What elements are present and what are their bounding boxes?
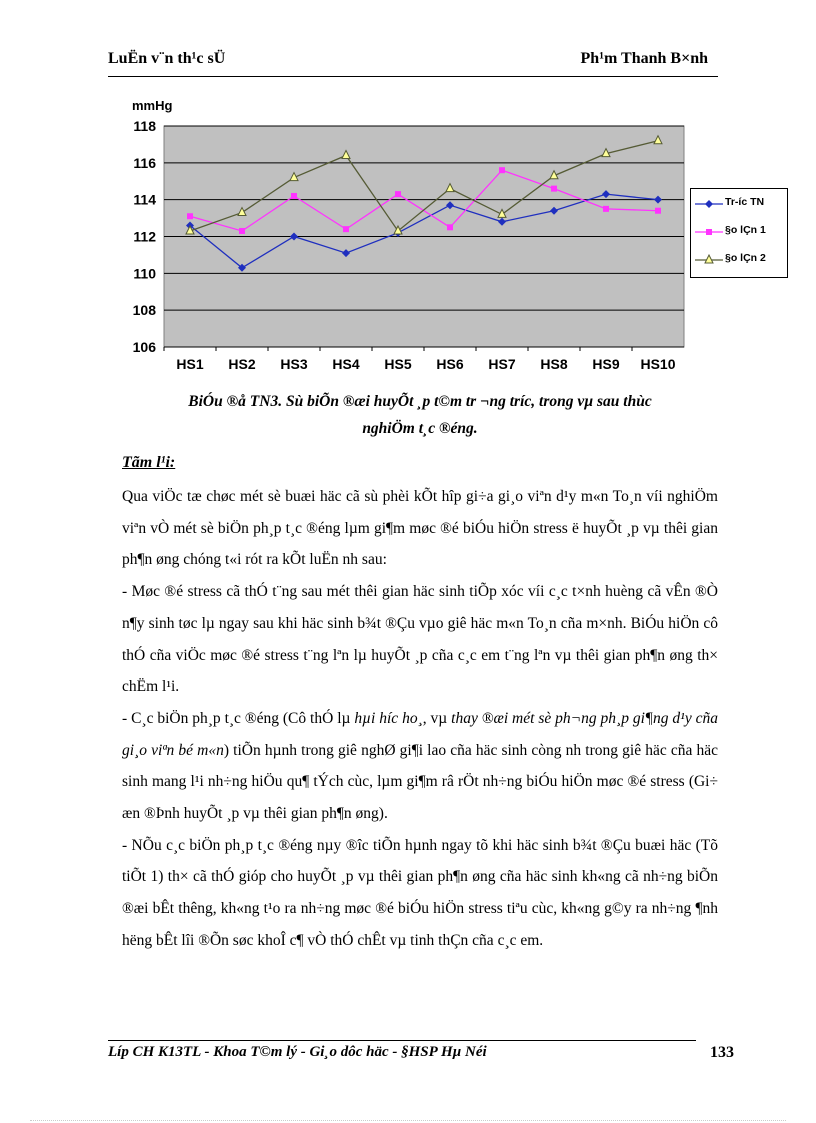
legend-marker-triangle-icon — [695, 254, 723, 266]
body-text — [122, 481, 718, 957]
x-tick-label: HS7 — [488, 356, 516, 372]
x-tick-label: HS1 — [176, 356, 204, 372]
data-point-square — [655, 208, 661, 214]
paragraph-2: - Møc ®é stress cã thÓ t¨ng sau mét thêi gian häc sinh tiÕp xóc víi c¸c t×nh huèng cã vÊn ®Ò n¶y sinh tøc lµ ngay sau khi häc sinh b¾t ®Çu vµo giê häc m«n To¸n cña m×nh. BiÓu hiÖn cô thÓ cña viÖc møc ®é stress t¨ng lªn lµ huyÕt ¸p cña c¸c em t¨ng lªn vµ thêi gian ph¶n øng th× chËm l¹i. — [122, 583, 718, 696]
legend-label: §o lÇn 2 — [725, 252, 766, 264]
data-point-square — [239, 228, 245, 234]
x-tick-label: HS6 — [436, 356, 464, 372]
x-tick-label: HS3 — [280, 356, 308, 372]
data-point-square — [343, 226, 349, 232]
footer-left: Líp CH K13TL - Khoa T©m lý - Gi¸o dôc häc - §HSP Hµ Néi — [108, 1044, 487, 1060]
paragraph-1: Qua viÖc tæ chøc mét sè buæi häc cã sù phèi kÕt hîp gi÷a gi¸o viªn d¹y m«n To¸n víi nghiÖm viªn vÒ mét sè biÖn ph¸p t¸c ®éng lµm gi¶m møc ®é biÓu hiÖn stress ë huyÕt ¸p vµ thêi gian ph¶n øng chóng t«i rót ra kÕt luËn nh sau: — [122, 488, 718, 569]
x-tick-label: HS5 — [384, 356, 412, 372]
paragraph-3 — [122, 703, 718, 830]
page-number: 133 — [710, 1044, 734, 1061]
y-tick-label: 112 — [133, 228, 156, 245]
page-edge-dotted-line — [30, 1120, 786, 1121]
legend-label: §o lÇn 1 — [725, 224, 766, 236]
data-point-square — [551, 186, 557, 192]
data-point-square — [499, 167, 505, 173]
x-tick-label: HS10 — [640, 356, 676, 372]
data-point-square — [447, 224, 453, 230]
y-tick-label: 114 — [133, 191, 156, 208]
paragraph-3-italic-2: thay ®æi mét sè ph¬ng ph¸p gi¶ng d¹y cña gi¸o viªn bé m«n — [122, 709, 718, 759]
section-title: Tãm l¹i: — [122, 454, 176, 471]
y-tick-label: 116 — [133, 154, 156, 171]
legend-label: Tr-íc TN — [725, 196, 765, 208]
x-tick-label: HS8 — [540, 356, 568, 372]
paragraph-3-part-c: ) tiÕn hµnh trong giê nghØ gi¶i lao cña häc sinh còng nh trong giê häc cña häc sinh mang l¹i nh÷ng hiÖu qu¶ tÝch cùc, lµm gi¶m râ rÖt nh÷ng biÓu hiÖn møc ®é stress (Gi÷ æn ®Þnh huyÕt ¸p vµ thêi gian ph¶n øng). — [122, 741, 718, 823]
x-tick-label: HS9 — [592, 356, 620, 372]
legend-marker-diamond-icon — [695, 198, 723, 210]
data-point-square — [603, 206, 609, 212]
footer-rule — [108, 1040, 696, 1041]
data-point-square — [395, 191, 401, 197]
y-tick-label: 108 — [132, 302, 156, 319]
paragraph-3-part-b: , vµ — [422, 709, 452, 727]
header-left: LuËn v¨n th¹c sÜ — [108, 50, 226, 67]
x-tick-label: HS2 — [228, 356, 256, 372]
x-tick-label: HS4 — [332, 356, 360, 372]
header-right: Ph¹m Thanh B×nh — [580, 50, 708, 67]
y-tick-label: 118 — [133, 118, 156, 134]
caption-line-1: BiÓu ®å TN3. Sù biÕn ®æi huyÕt ¸p t©m tr ¬ng tríc, trong vµ sau thùc — [188, 393, 652, 410]
legend-marker-square-icon — [695, 226, 723, 238]
paragraph-4: - NÕu c¸c biÖn ph¸p t¸c ®éng nµy ®îc tiÕn hµnh ngay tõ khi häc sinh b¾t ®Çu buæi häc (Tõ tiÕt 1) th× cã thÓ gióp cho huyÕt ¸p vµ thêi gian ph¶n øng cña häc sinh kh«ng cã nh÷ng biÕn ®æi bÊt thêng, kh«ng t¹o ra nh÷ng møc ®é biÓu hiÖn stress tiªu cùc, kh«ng g©y ra nh÷ng ¶nh hëng bÊt lîi ®Õn søc khoÎ c¶ vÒ thÓ chÊt vµ tinh thÇn cña c¸c em. — [122, 836, 718, 949]
data-point-square — [291, 193, 297, 199]
paragraph-3-part-a: - C¸c biÖn ph¸p t¸c ®éng (Cô thÓ lµ — [122, 709, 355, 727]
header-rule — [108, 76, 718, 77]
caption-line-2: nghiÖm t¸c ®éng. — [362, 420, 478, 437]
paragraph-3-italic-1: hµi híc ho¸ — [354, 709, 423, 727]
y-axis-label: mmHg — [132, 98, 173, 113]
y-tick-label: 110 — [133, 265, 156, 282]
y-tick-label: 106 — [132, 339, 156, 355]
data-point-square — [187, 213, 193, 219]
figure-caption — [110, 388, 730, 442]
chart-legend — [690, 188, 788, 278]
